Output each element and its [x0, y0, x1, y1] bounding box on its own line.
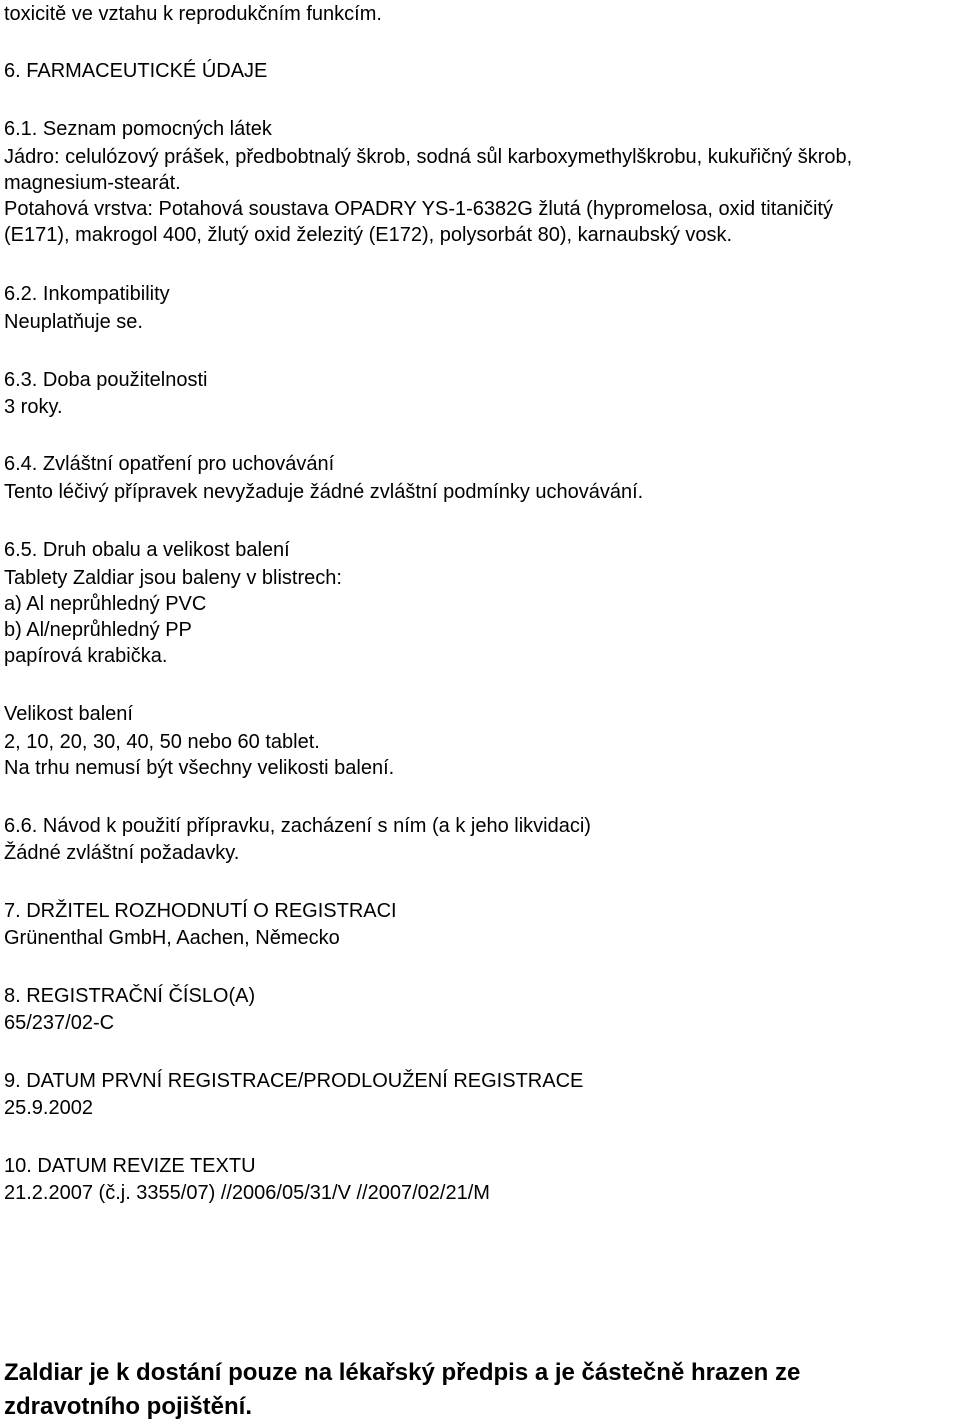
text-line-blister: Tablety Zaldiar jsou baleny v blistrech:: [4, 567, 342, 589]
heading-storage: 6.4. Zvláštní opatření pro uchovávání: [4, 453, 335, 475]
text-line-blister-b: b) Al/neprůhledný PP: [4, 619, 192, 641]
heading-container: 6.5. Druh obalu a velikost balení: [4, 539, 290, 561]
text-line-pack-sizes: 2, 10, 20, 30, 40, 50 nebo 60 tablet.: [4, 731, 320, 753]
text-line-coating: Potahová vrstva: Potahová soustava OPADRY YS-1-6382G žlutá (hypromelosa, oxid titaničitý: [4, 198, 833, 220]
footer-note-line-2: zdravotního pojištění.: [4, 1393, 253, 1420]
text-line-registration-number: 65/237/02-C: [4, 1012, 115, 1034]
text-line-core: Jádro: celulózový prášek, předbobtnalý škrob, sodná sůl karboxymethylškrobu, kukuřičný škrob,: [4, 146, 853, 168]
text-line-shelf-life: 3 roky.: [4, 396, 63, 418]
text-line-carton: papírová krabička.: [4, 645, 168, 667]
heading-holder: 7. DRŽITEL ROZHODNUTÍ O REGISTRACI: [4, 900, 397, 922]
heading-shelf-life: 6.3. Doba použitelnosti: [4, 369, 208, 391]
text-line-core-cont: magnesium-stearát.: [4, 172, 181, 194]
text-line-pack-size-label: Velikost balení: [4, 703, 133, 725]
text-line-storage: Tento léčivý přípravek nevyžaduje žádné zvláštní podmínky uchovávání.: [4, 481, 644, 503]
text-line-no-requirements: Žádné zvláštní požadavky.: [4, 842, 240, 864]
heading-first-registration: 9. DATUM PRVNÍ REGISTRACE/PRODLOUŽENÍ REGISTRACE: [4, 1070, 584, 1092]
heading-registration-number: 8. REGISTRAČNÍ ČÍSLO(A): [4, 985, 256, 1007]
heading-pharmaceutical-data: 6. FARMACEUTICKÉ ÚDAJE: [4, 60, 268, 82]
heading-handling: 6.6. Návod k použití přípravku, zacházení s ním (a k jeho likvidaci): [4, 815, 591, 837]
heading-excipients: 6.1. Seznam pomocných látek: [4, 118, 272, 140]
text-line-toxicity: toxicitě ve vztahu k reprodukčním funkcím.: [4, 3, 382, 25]
text-line-revision-date: 21.2.2007 (č.j. 3355/07) //2006/05/31/V //2007/02/21/M: [4, 1182, 490, 1204]
text-line-holder: Grünenthal GmbH, Aachen, Německo: [4, 927, 340, 949]
text-line-coating-cont: (E171), makrogol 400, žlutý oxid železitý (E172), polysorbát 80), karnaubský vosk.: [4, 224, 733, 246]
text-line-not-applicable: Neuplatňuje se.: [4, 311, 143, 333]
heading-revision-date: 10. DATUM REVIZE TEXTU: [4, 1155, 256, 1177]
text-line-first-registration-date: 25.9.2002: [4, 1097, 93, 1119]
footer-note-line-1: Zaldiar je k dostání pouze na lékařský předpis a je částečně hrazen ze: [4, 1359, 801, 1386]
text-line-marketed: Na trhu nemusí být všechny velikosti balení.: [4, 757, 395, 779]
heading-incompatibilities: 6.2. Inkompatibility: [4, 283, 170, 305]
text-line-blister-a: a) Al neprůhledný PVC: [4, 593, 207, 615]
